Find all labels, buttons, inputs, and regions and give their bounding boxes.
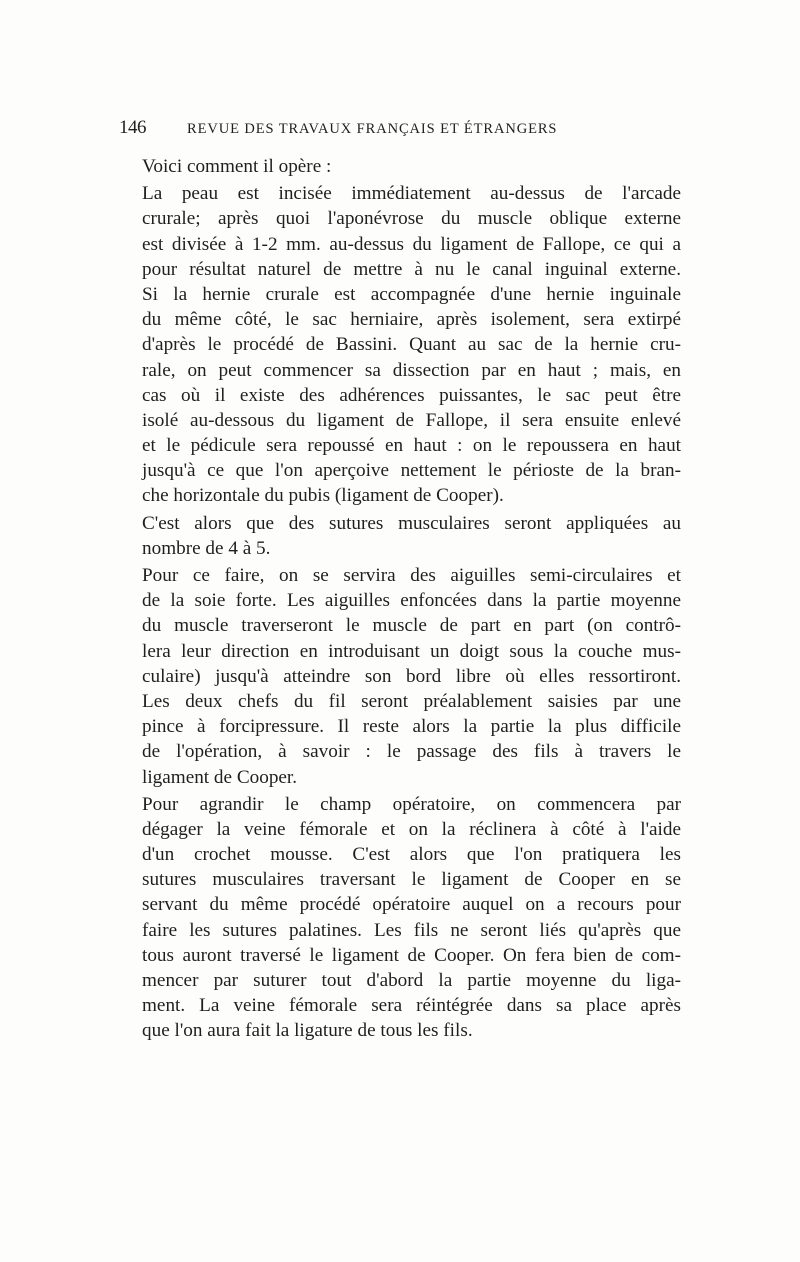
text-line: Pour agrandir le champ opératoire, on commencera par [142, 793, 681, 815]
text-line: lera leur direction en introduisant un doigt sous la couche mus- [142, 640, 681, 662]
text-line: isolé au-dessous du ligament de Fallope, il sera ensuite enlevé [142, 409, 681, 431]
text-line: d'un crochet mousse. C'est alors que l'on pratiquera les [142, 844, 681, 866]
paragraph-incision [119, 181, 681, 508]
text-line: Voici comment il opère : [142, 156, 332, 177]
text-line: tous auront traversé le ligament de Cooper. On fera bien de com- [142, 944, 681, 966]
text-line: pince à forcipressure. Il reste alors la partie la plus difficile [142, 716, 681, 738]
text-line: che horizontale du pubis (ligament de Cooper). [142, 485, 504, 507]
text-line: faire les sutures palatines. Les fils ne seront liés qu'après que [142, 919, 681, 941]
text-line: et le pédicule sera repoussé en haut : on le repoussera en haut [142, 435, 681, 457]
text-line: pour résultat naturel de mettre à nu le canal inguinal externe. [142, 258, 681, 280]
text-line: ligament de Cooper. [142, 766, 298, 788]
text-line: rale, on peut commencer sa dissection par en haut ; mais, en [142, 359, 681, 381]
paragraph-operative-field [119, 792, 681, 1044]
text-line: Les deux chefs du fil seront préalablement saisies par une [142, 690, 681, 712]
paragraph-needles [119, 563, 681, 790]
running-header [119, 115, 681, 145]
text-line: La peau est incisée immédiatement au-dessus de l'arcade [142, 183, 681, 205]
text-line: servant du même procédé opératoire auquel on a recours pour [142, 894, 681, 916]
text-line: culaire) jusqu'à atteindre son bord libre où elles ressortiront. [142, 665, 681, 687]
text-line: ment. La veine fémorale sera réintégrée dans sa place après [142, 995, 681, 1017]
text-line: du muscle traverseront le muscle de part en part (on contrô- [142, 615, 681, 637]
text-line: mencer par suturer tout d'abord la partie moyenne du liga- [142, 970, 681, 991]
text-line: du même côté, le sac herniaire, après isolement, sera extirpé [142, 309, 681, 331]
text-line: que l'on aura fait la ligature de tous les fils. [142, 1020, 473, 1042]
text-line: sutures musculaires traversant le ligament de Cooper en se [142, 869, 681, 891]
text-line: de la soie forte. Les aiguilles enfoncées dans la partie moyenne [142, 590, 681, 612]
text-line: dégager la veine fémorale et on la réclinera à côté à l'aide [142, 818, 681, 840]
text-line: de l'opération, à savoir : le passage des fils à travers le [142, 741, 681, 763]
text-line: crurale; après quoi l'aponévrose du muscle oblique externe [142, 208, 681, 230]
text-line: Pour ce faire, on se servira des aiguilles semi-circulaires et [142, 565, 681, 586]
page-text-block [119, 115, 681, 1044]
page-number: 146 [119, 117, 146, 138]
text-line: est divisée à 1-2 mm. au-dessus du ligament de Fallope, ce qui a [142, 233, 681, 255]
text-line: cas où il existe des adhérences puissantes, le sac peut être [142, 384, 681, 406]
text-line: C'est alors que des sutures musculaires seront appliquées au [142, 512, 681, 534]
text-line: nombre de 4 à 5. [142, 537, 271, 559]
running-title: REVUE DES TRAVAUX FRANÇAIS ET ÉTRANGERS [187, 121, 558, 137]
text-line: d'après le procédé de Bassini. Quant au sac de la hernie cru- [142, 334, 681, 356]
paragraph-intro [119, 154, 681, 179]
text-line: jusqu'à ce que l'on aperçoive nettement le périoste de la bran- [142, 460, 681, 482]
paragraph-sutures [119, 511, 681, 561]
text-line: Si la hernie crurale est accompagnée d'une hernie inguinale [142, 283, 681, 305]
